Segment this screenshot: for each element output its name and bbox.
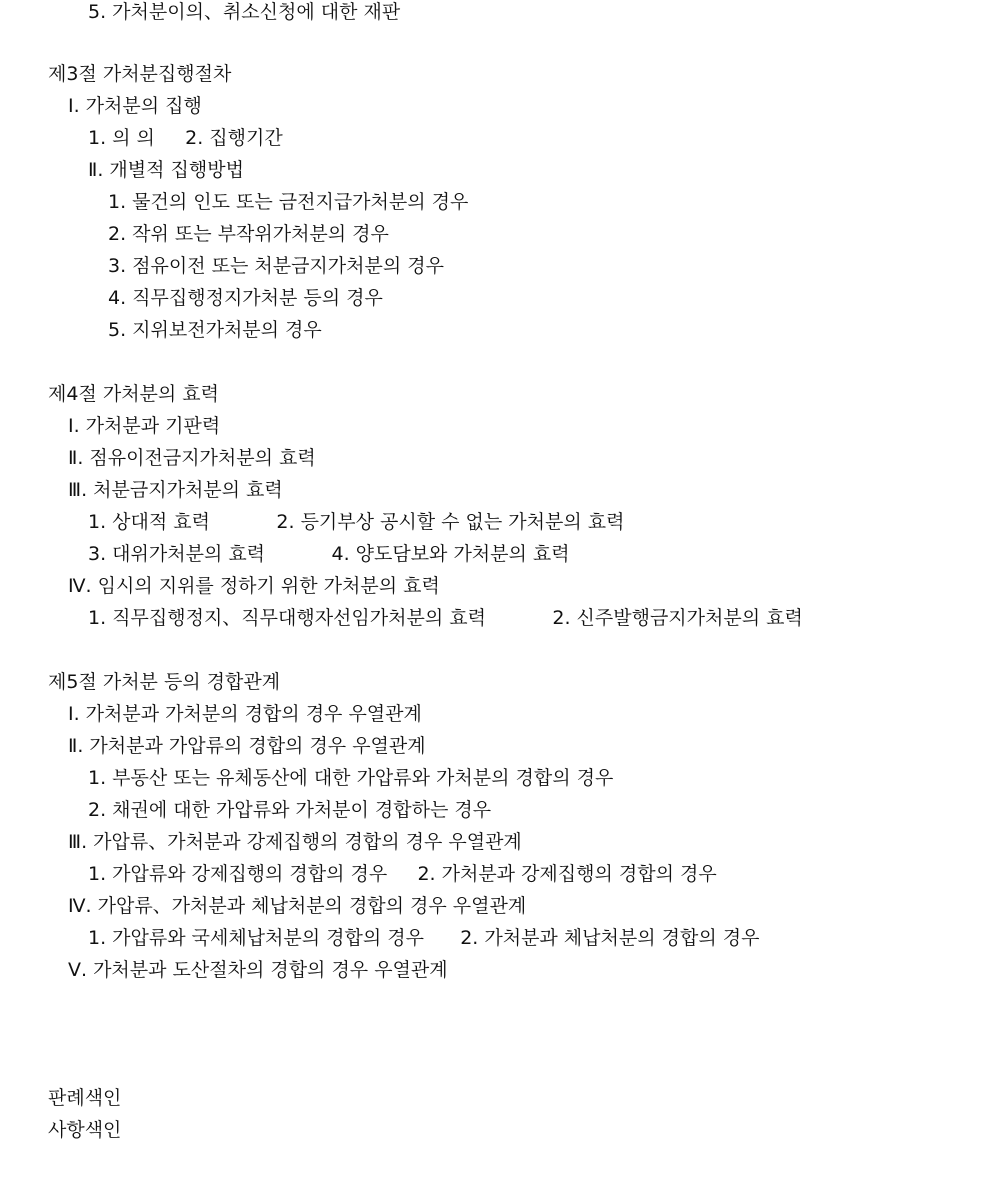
toc-item: 2. 작위 또는 부작위가처분의 경우 bbox=[108, 223, 389, 245]
section-heading-3: 제3절 가처분집행절차 bbox=[48, 63, 232, 85]
toc-item: 1. 가압류와 국세체납처분의 경합의 경우 2. 가처분과 체납처분의 경합의 경우 bbox=[88, 927, 760, 949]
toc-subsection: Ⅰ. 가처분과 기판력 bbox=[68, 415, 221, 437]
toc-subsection: Ⅴ. 가처분과 도산절차의 경합의 경우 우열관계 bbox=[68, 959, 448, 981]
section-heading-4: 제4절 가처분의 효력 bbox=[48, 383, 219, 405]
toc-subsection: Ⅱ. 가처분과 가압류의 경합의 경우 우열관계 bbox=[68, 735, 426, 757]
toc-subsection: Ⅱ. 개별적 집행방법 bbox=[88, 159, 244, 181]
toc-subsection: Ⅲ. 가압류、가처분과 강제집행의 경합의 경우 우열관계 bbox=[68, 831, 522, 853]
toc-item: 2. 채권에 대한 가압류와 가처분이 경합하는 경우 bbox=[88, 799, 492, 821]
toc-subsection: Ⅰ. 가처분의 집행 bbox=[68, 95, 202, 117]
toc-subsection: Ⅳ. 임시의 지위를 정하기 위한 가처분의 효력 bbox=[68, 575, 440, 597]
section-heading-5: 제5절 가처분 등의 경합관계 bbox=[48, 671, 281, 693]
toc-item: 1. 의 의 2. 집행기간 bbox=[88, 127, 283, 149]
toc-subsection: Ⅰ. 가처분과 가처분의 경합의 경우 우열관계 bbox=[68, 703, 422, 725]
toc-item: 1. 상대적 효력 2. 등기부상 공시할 수 없는 가처분의 효력 bbox=[88, 511, 625, 533]
toc-item: 5. 지위보전가처분의 경우 bbox=[108, 319, 322, 341]
toc-subsection: Ⅲ. 처분금지가처분의 효력 bbox=[68, 479, 283, 501]
index-case-law: 판례색인 bbox=[48, 1087, 122, 1109]
toc-subsection: Ⅳ. 가압류、가처분과 체납처분의 경합의 경우 우열관계 bbox=[68, 895, 527, 917]
toc-item: 3. 점유이전 또는 처분금지가처분의 경우 bbox=[108, 255, 444, 277]
toc-item: 3. 대위가처분의 효력 4. 양도담보와 가처분의 효력 bbox=[88, 543, 570, 565]
toc-item: 1. 물건의 인도 또는 금전지급가처분의 경우 bbox=[108, 191, 469, 213]
toc-item: 1. 직무집행정지、직무대행자선임가처분의 효력 2. 신주발행금지가처분의 효력 bbox=[88, 607, 803, 629]
toc-item-5-provisional-objection: 5. 가처분이의、취소신청에 대한 재판 bbox=[88, 1, 401, 23]
toc-subsection: Ⅱ. 점유이전금지가처분의 효력 bbox=[68, 447, 316, 469]
index-subject: 사항색인 bbox=[48, 1119, 122, 1141]
toc-item: 1. 가압류와 강제집행의 경합의 경우 2. 가처분과 강제집행의 경합의 경우 bbox=[88, 863, 717, 885]
toc-item: 4. 직무집행정지가처분 등의 경우 bbox=[108, 287, 383, 309]
toc-item: 1. 부동산 또는 유체동산에 대한 가압류와 가처분의 경합의 경우 bbox=[88, 767, 614, 789]
